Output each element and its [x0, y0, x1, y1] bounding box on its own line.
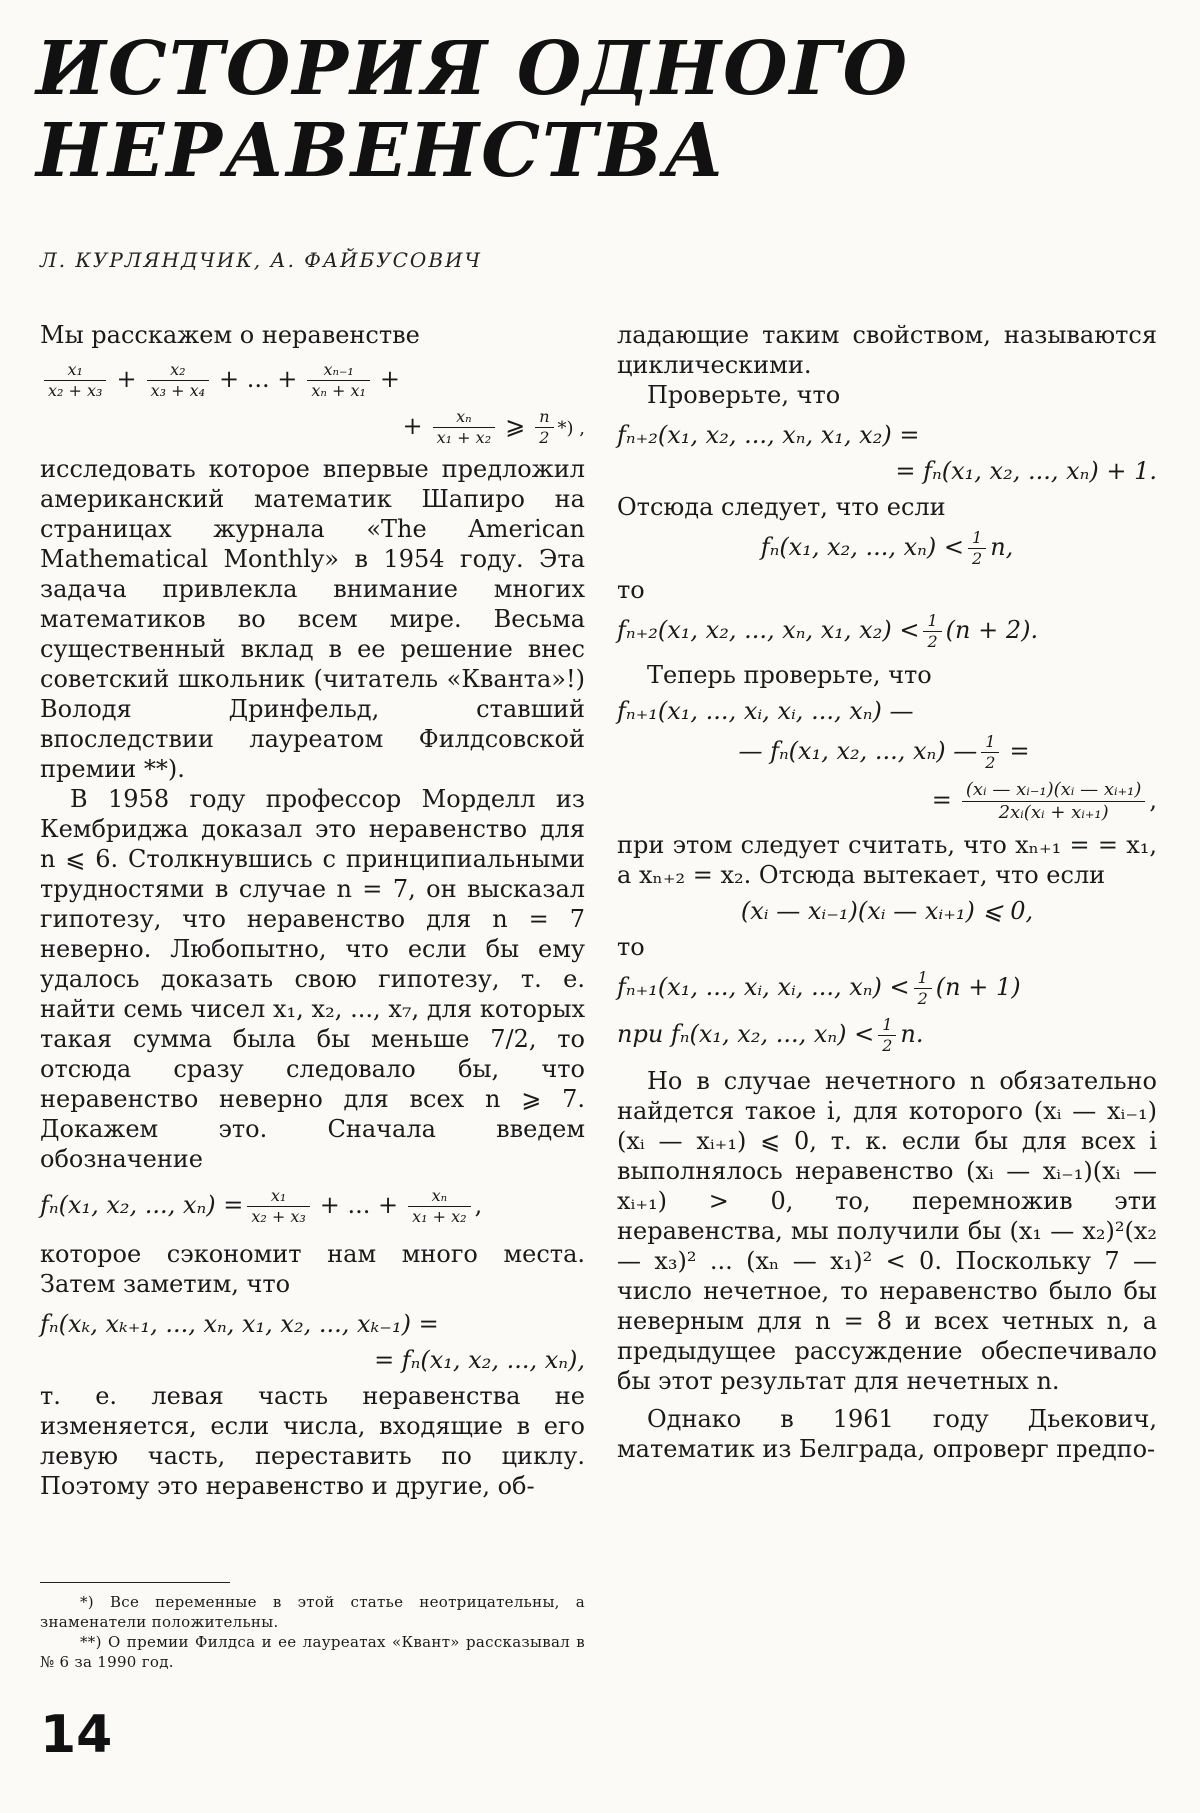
paragraph: при этом следует считать, что xₙ₊₁ = = x₁, а xₙ₊₂ = x₂. Отсюда вытекает, что если: [617, 831, 1157, 889]
article-title: [36, 26, 910, 194]
cyclic-formula-line-2: = fₙ(x₁, x₂, ..., xₙ),: [374, 1346, 585, 1374]
paragraph: то: [617, 576, 645, 604]
difference-formula-line-1: fₙ₊₁(x₁, ..., xᵢ, xᵢ, ..., xₙ) —: [617, 697, 914, 725]
paragraph: которое сэкономит нам много места. Затем заметим, что: [40, 1240, 585, 1298]
recurrence-formula-line-1: fₙ₊₂(x₁, x₂, ..., xₙ, x₁, x₂) =: [617, 421, 920, 449]
paragraph: ладающие таким свойством, называются циклическими.: [617, 321, 1157, 379]
footnote-1: *) Все переменные в этой статье неотрицательны, а знаменатели положительны.: [40, 1593, 585, 1631]
difference-formula-line-2: — fₙ(x₁, x₂, ..., xₙ) — $\frac{1}{2}$ =: [738, 732, 1030, 772]
page-number: 14: [40, 1705, 113, 1765]
fraction: $\frac{1}{2}$: [923, 611, 941, 652]
consequence-formula: fₙ₊₂(x₁, x₂, ..., xₙ, x₁, x₂) < $\frac{1}{2}$ (n + 2).: [617, 611, 1039, 651]
fraction: $\frac{\text{x₁}}{\text{x₂ + x₃}}$: [44, 360, 106, 401]
sign-condition-formula: (xᵢ — xᵢ₋₁)(xᵢ — xᵢ₊₁) ⩽ 0,: [740, 897, 1034, 925]
fraction: $\frac{1}{2}$: [878, 1015, 896, 1056]
footnote-divider: [40, 1582, 230, 1583]
premise-formula: при fₙ(x₁, x₂, ..., xₙ) < $\frac{1}{2}$ n.: [617, 1015, 924, 1055]
paragraph: Но в случае нечетного n обязательно найдется такое i, для которого (xᵢ — xᵢ₋₁)(xᵢ — xᵢ₊₁) ⩽ 0, т. к. если бы для всех i выполнялось неравенство (xᵢ — xᵢ₋₁)(xᵢ — xᵢ₊₁) > 0, то, перемножив эти неравенства, мы получили бы (x₁ — x₂)²(x₂ — x₃)² ... (xₙ — x₁)² < 0. Поскольку 7 — число нечетное, то неравенство было бы неверным для n = 8 и всех четных n, а предыдущее рассуждение обеспечивало бы этот результат для нечетных n.: [617, 1067, 1157, 1395]
paragraph: Проверьте, что: [647, 381, 841, 409]
fraction: $\frac{\text{xₙ}}{\text{x₁ + x₂}}$: [433, 407, 495, 448]
paragraph: то: [617, 933, 645, 961]
authors: Л. КУРЛЯНДЧИК, А. ФАЙБУСОВИЧ: [40, 248, 482, 272]
paragraph: Мы расскажем о неравенстве: [40, 321, 420, 349]
fraction: $\frac{\text{x₁}}{\text{x₂ + x₃}}$: [247, 1186, 309, 1227]
fraction: $\frac{\text{xₙ}}{\text{x₁ + x₂}}$: [408, 1186, 470, 1227]
recurrence-formula-line-2: = fₙ(x₁, x₂, ..., xₙ) + 1.: [895, 457, 1157, 485]
fraction: $\frac{n}{2}$: [535, 407, 553, 448]
definition-formula: fₙ(x₁, x₂, ..., xₙ) = $\frac{\text{x₁}}{\text{x₂ + x₃}}$ + ... + $\frac{\text{xₙ}}{\text{x₁ + x₂}}$ ,: [40, 1186, 483, 1226]
footnote-2: **) О премии Филдса и ее лауреатах «Квант» рассказывал в № 6 за 1990 год.: [40, 1633, 585, 1671]
fraction: $\frac{1}{2}$: [914, 968, 932, 1009]
inequality-formula-line-2: + $\frac{\text{xₙ}}{\text{x₁ + x₂}}$ ⩾ $\frac{n}{2}$ *) ,: [402, 407, 585, 447]
fraction: $\frac{\text{x₂}}{\text{x₃ + x₄}}$: [147, 360, 209, 401]
title-line-1: ИСТОРИЯ ОДНОГО: [36, 26, 910, 112]
paragraph: т. е. левая часть неравенства не изменяется, если числа, входящие в его левую часть, переставить по циклу. Поэтому это неравенство и другие, об-: [40, 1382, 585, 1500]
paragraph: В 1958 году профессор Морделл из Кембриджа доказал это неравенство для n ⩽ 6. Столкнувшись с принципиальными трудностями в случае n = 7, он высказал гипотезу, что неравенство для n = 7 неверно. Любопытно, что если бы ему удалось доказать свою гипотезу, т. е. найти семь чисел x₁, x₂, ..., x₇, для которых такая сумма была бы меньше 7/2, то отсюда сразу следовало бы, что неравенство неверно для всех n ⩾ 7. Докажем это. Сначала введем обозначение: [40, 785, 585, 1173]
paragraph: Однако в 1961 году Дьекович, математик из Белграда, опроверг предпо-: [617, 1405, 1157, 1463]
right-column: [617, 320, 1157, 1464]
title-line-2: НЕРАВЕНСТВА: [36, 108, 726, 194]
fraction: $\frac{1}{2}$: [981, 732, 999, 773]
cyclic-formula-line-1: fₙ(xₖ, xₖ₊₁, ..., xₙ, x₁, x₂, ..., xₖ₋₁) =: [40, 1310, 439, 1338]
inequality-formula-line-1: $\frac{\text{x₁}}{\text{x₂ + x₃}}$ + $\frac{\text{x₂}}{\text{x₃ + x₄}}$ + ... + $\frac{\text{xₙ₋₁}}{\text{xₙ + x₁}}$ +: [40, 360, 585, 401]
fraction: $\frac{\text{(xᵢ — xᵢ₋₁)(xᵢ — xᵢ₊₁)}}{\text{2xᵢ(xᵢ + xᵢ₊₁)}}$: [962, 779, 1146, 824]
condition-formula: fₙ(x₁, x₂, ..., xₙ) < $\frac{1}{2}$ n,: [760, 528, 1014, 568]
difference-formula-line-3: = $\frac{\text{(xᵢ — xᵢ₋₁)(xᵢ — xᵢ₊₁)}}{\text{2xᵢ(xᵢ + xᵢ₊₁)}}$ ,: [931, 779, 1157, 823]
odd-case-formula: fₙ₊₁(x₁, ..., xᵢ, xᵢ, ..., xₙ) < $\frac{1}{2}$ (n + 1): [617, 968, 1021, 1008]
paragraph: Теперь проверьте, что: [647, 661, 932, 689]
left-column: [40, 320, 585, 1501]
paragraph: исследовать которое впервые предложил американский математик Шапиро на страницах журнала «The American Mathematical Monthly» в 1954 году. Эта задача привлекла внимание многих математиков во всем мире. Весьма существенный вклад в ее решение внес советский школьник (читатель «Кванта»!) Володя Дринфельд, ставший впоследствии лауреатом Филдсовской премии **).: [40, 455, 585, 783]
footnotes: [40, 1592, 585, 1672]
fraction: $\frac{1}{2}$: [968, 528, 986, 569]
paragraph: Отсюда следует, что если: [617, 493, 946, 521]
fraction: $\frac{\text{xₙ₋₁}}{\text{xₙ + x₁}}$: [307, 360, 370, 401]
